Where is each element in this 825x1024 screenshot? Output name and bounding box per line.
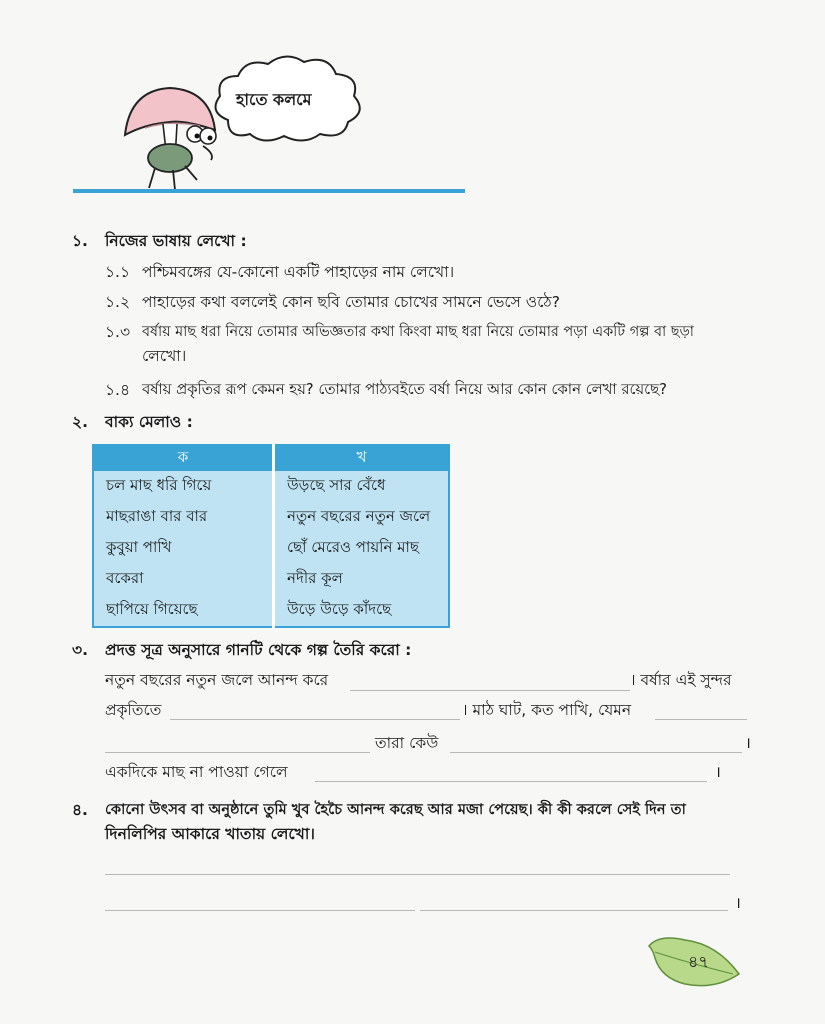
section-title: হাতে কলমে	[236, 90, 312, 109]
fill-text: তারা কেউ	[375, 734, 439, 752]
sub-question-text: পাহাড়ের কথা বললেই কোন ছবি তোমার চোখের সামনে ভেসে ওঠে?	[142, 293, 560, 311]
fill-blank-line[interactable]	[655, 719, 747, 720]
table-row	[93, 471, 449, 502]
fill-blank-line[interactable]	[315, 781, 707, 782]
question-title: নিজের ভাষায় লেখো :	[105, 232, 247, 250]
fill-text: নতুন বছরের নতুন জলে আনন্দ করে	[105, 671, 329, 689]
fill-blank-line[interactable]	[350, 690, 630, 691]
column-header-a: ক	[93, 445, 274, 471]
table-cell-b: নতুন বছরের নতুন জলে	[287, 507, 431, 525]
table-cell-b: নদীর কূল	[287, 569, 343, 587]
sub-question-text: বর্ষায় প্রকৃতির রূপ কেমন হয়? তোমার পাঠ্যবইতে বর্ষা নিয়ে আর কোন কোন লেখা রয়েছে?	[142, 381, 667, 398]
table-cell-a: কুবুয়া পাখি	[93, 533, 274, 564]
question-text-continued: দিনলিপির আকারে খাতায় লেখো।	[105, 825, 315, 843]
answer-line[interactable]	[105, 910, 415, 911]
fill-text: ।	[745, 734, 751, 752]
page-number: ৪৭	[688, 952, 709, 971]
table-row	[93, 595, 449, 627]
sub-question-text-continued: লেখো।	[142, 347, 187, 365]
table-row	[93, 533, 449, 564]
sub-question-number: ১.২	[105, 293, 131, 311]
answer-line[interactable]	[420, 910, 728, 911]
table-cell-b: ছোঁ মেরেও পায়নি মাছ	[287, 538, 419, 556]
sub-question-text: বর্ষায় মাছ ধরা নিয়ে তোমার অভিজ্ঞতার কথা কিংবা মাছ ধরা নিয়ে তোমার পড়া একটি গল্প বা ছড়া	[142, 324, 694, 340]
column-header-b: খ	[274, 445, 450, 471]
question-number: ১.	[72, 232, 88, 250]
answer-line[interactable]	[105, 874, 730, 875]
question-title: প্রদত্ত সূত্র অনুসারে গানটি থেকে গল্প তৈরি করো :	[105, 641, 412, 659]
fill-text: একদিকে মাছ না পাওয়া গেলে	[105, 763, 288, 781]
fill-blank-line[interactable]	[105, 752, 370, 753]
sub-question-text: পশ্চিমবঙ্গের যে-কোনো একটি পাহাড়ের নাম লেখো।	[142, 263, 455, 281]
fill-text: । মাঠ ঘাট, কত পাখি, যেমন	[462, 701, 632, 719]
table-cell-a: মাছরাঙা বার বার	[93, 502, 274, 533]
question-text: কোনো উৎসব বা অনুষ্ঠানে তুমি খুব হৈচৈ আনন্দ করেছ আর মজা পেয়েছ। কী কী করলে সেই দিন তা	[105, 801, 686, 818]
question-title: বাক্য মেলাও :	[105, 413, 193, 431]
matching-table	[92, 444, 450, 628]
table-cell-a: বকেরা	[93, 564, 274, 595]
sub-question-number: ১.৪	[105, 381, 131, 399]
question-number: ৩.	[72, 641, 88, 659]
table-row	[93, 502, 449, 533]
table-header-row	[93, 445, 449, 471]
sub-question-number: ১.৩	[105, 323, 131, 341]
table-cell-b: উড়ছে সার বেঁধে	[287, 476, 386, 494]
table-row	[93, 564, 449, 595]
table-cell-a: ছাপিয়ে গিয়েছে	[93, 595, 274, 627]
table-cell-b: উড়ে উড়ে কাঁদছে	[287, 600, 392, 618]
fill-text: ।	[735, 894, 741, 912]
fill-blank-line[interactable]	[170, 719, 460, 720]
sub-question-number: ১.১	[105, 263, 131, 281]
fill-text: । বর্ষার এই সুন্দর	[630, 671, 732, 689]
fill-text: প্রকৃতিতে	[105, 701, 162, 719]
question-number: ৪.	[72, 801, 88, 819]
table-cell-a: চল মাছ ধরি গিয়ে	[93, 471, 274, 502]
question-number: ২.	[72, 413, 88, 431]
header-divider	[73, 189, 465, 193]
fill-text: ।	[715, 763, 721, 781]
fill-blank-line[interactable]	[450, 752, 742, 753]
